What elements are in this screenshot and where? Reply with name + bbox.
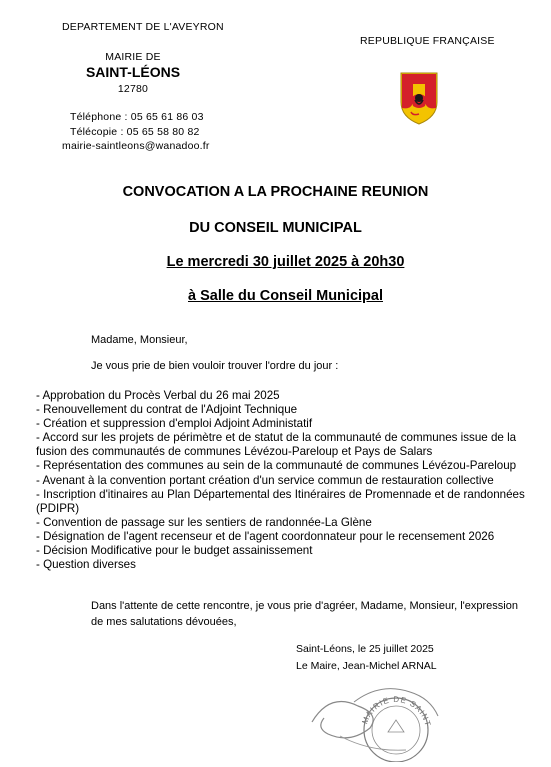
coat-of-arms — [399, 70, 439, 126]
telephone: Téléphone : 05 65 61 86 03 — [70, 111, 204, 123]
republic-label: REPUBLIQUE FRANÇAISE — [360, 35, 495, 47]
agenda-item: - Désignation de l'agent recenseur et de l'agent coordonnateur pour le recensement 2026 — [36, 529, 495, 543]
signature-place-date: Saint-Léons, le 25 juillet 2025 — [296, 643, 434, 655]
agenda-item: - Inscription d'itinaires au Plan Départemental des Itinéraires de Promennade et de randonnées — [36, 487, 525, 501]
meeting-place: à Salle du Conseil Municipal — [188, 288, 383, 304]
town-name: SAINT-LÉONS — [85, 64, 181, 80]
title-line-2: DU CONSEIL MUNICIPAL — [189, 220, 362, 236]
signature-mayor: Le Maire, Jean-Michel ARNAL — [296, 660, 437, 672]
greeting: Madame, Monsieur, — [91, 334, 188, 346]
closing-line-1: Dans l'attente de cette rencontre, je vous prie d'agréer, Madame, Monsieur, l'expression — [91, 600, 518, 612]
title-line-1: CONVOCATION A LA PROCHAINE REUNION — [122, 184, 429, 200]
email-address: mairie-saintleons@wanadoo.fr — [62, 140, 210, 152]
mairie-de-label: MAIRIE DE — [105, 51, 161, 63]
coat-of-arms-shield-icon — [399, 70, 439, 126]
agenda-item: - Renouvellement du contrat de l'Adjoint Technique — [36, 403, 298, 417]
agenda-item: - Création et suppression d'emploi Adjoint Administatif — [36, 417, 313, 431]
stamp-seal-icon — [310, 672, 450, 762]
agenda-list — [36, 389, 542, 572]
agenda-item: - Décision Modificative pour le budget assainissement — [36, 544, 313, 558]
svg-text:MAIRIE DE SAINT-LÉONS: MAIRIE DE SAINT- — [360, 694, 433, 731]
agenda-item: - Question diverses — [36, 558, 136, 572]
postcode: 12780 — [117, 83, 149, 95]
meeting-date: Le mercredi 30 juillet 2025 à 20h30 — [166, 254, 405, 270]
agenda-item: fusion des communautés de communes Lévézou-Pareloup et Pays de Salars — [36, 445, 433, 459]
official-stamp — [310, 672, 450, 762]
department-label: DEPARTEMENT DE L'AVEYRON — [62, 21, 224, 33]
closing-line-2: de mes salutations dévouées, — [91, 616, 237, 628]
agenda-item: - Représentation des communes au sein de la communauté de communes Lévézou-Pareloup — [36, 459, 517, 473]
agenda-item: - Convention de passage sur les sentiers de randonnée-La Glène — [36, 515, 372, 529]
telecopie: Télécopie : 05 65 58 80 82 — [70, 126, 200, 138]
signature-block — [296, 641, 437, 675]
agenda-item: (PDIPR) — [36, 501, 80, 515]
agenda-item: - Approbation du Procès Verbal du 26 mai 2025 — [36, 389, 280, 402]
agenda-item: - Avenant à la convention portant création d'un service commun de restauration collective — [36, 473, 494, 487]
intro-text: Je vous prie de bien vouloir trouver l'ordre du jour : — [91, 360, 339, 372]
agenda-item: - Accord sur les projets de périmètre et de statut de la communauté de communes issue de la — [36, 431, 517, 445]
